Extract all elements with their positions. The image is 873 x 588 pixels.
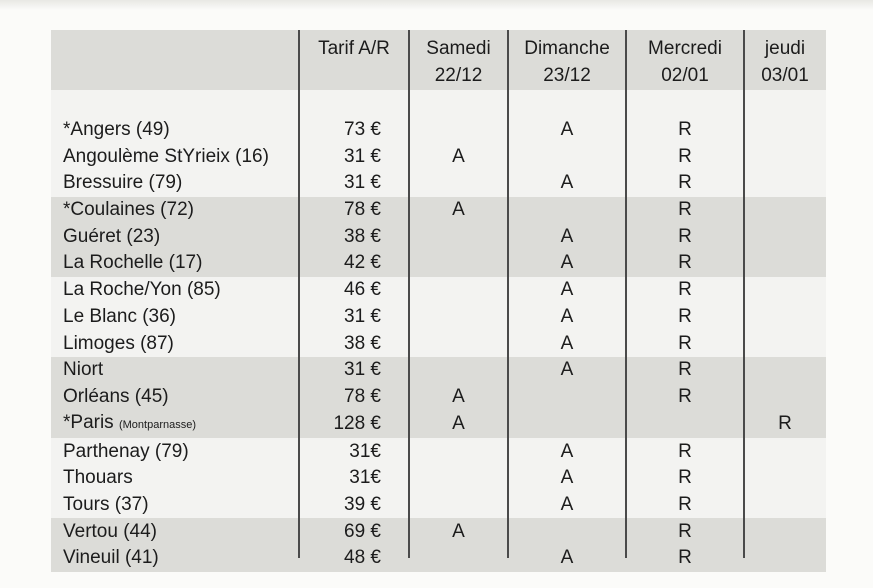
page-top-edge [0, 0, 873, 10]
tarif-table [51, 30, 826, 572]
city-cell [51, 250, 299, 277]
mercredi-cell: R [678, 493, 692, 515]
header-samedi [409, 30, 508, 90]
city-cell [51, 197, 299, 224]
city-cell [51, 545, 299, 572]
city-name: Vertou (44) [63, 520, 157, 542]
samedi-cell: A [452, 385, 465, 407]
city-name: Parthenay (79) [63, 440, 189, 462]
header-jeudi-day: jeudi [764, 38, 806, 59]
mercredi-cell [626, 410, 744, 438]
header-city [51, 30, 299, 90]
tarif-cell: 31 € [344, 145, 381, 167]
city-name: Bressuire (79) [63, 172, 183, 194]
mercredi-cell: R [678, 547, 692, 569]
samedi-cell [409, 277, 508, 304]
samedi-cell [409, 330, 508, 357]
jeudi-cell [744, 143, 826, 170]
city-cell [51, 357, 299, 384]
header-samedi-date: 22/12 [434, 65, 483, 86]
spacer-row [51, 90, 826, 117]
samedi-cell: A [452, 413, 465, 435]
city-name: Limoges (87) [63, 332, 174, 354]
mercredi-cell: R [678, 385, 692, 407]
mercredi-cell: R [678, 332, 692, 354]
dimanche-cell: A [560, 225, 574, 247]
jeudi-cell [744, 170, 826, 197]
table-row [51, 357, 826, 384]
dimanche-cell [508, 518, 626, 545]
city-cell [51, 518, 299, 545]
dimanche-cell: A [560, 279, 574, 301]
tarif-cell: 69 € [344, 520, 381, 542]
samedi-cell: A [452, 199, 465, 221]
jeudi-cell [744, 357, 826, 384]
jeudi-cell [744, 277, 826, 304]
samedi-cell [409, 223, 508, 250]
header-jeudi [744, 30, 826, 90]
table-row [51, 438, 826, 465]
samedi-cell [409, 304, 508, 331]
header-dimanche [508, 30, 626, 90]
mercredi-cell: R [678, 359, 692, 381]
city-name: *Coulaines (72) [63, 199, 194, 221]
mercredi-cell: R [678, 279, 692, 301]
city-name: La Rochelle (17) [63, 252, 203, 274]
header-mercredi-date: 02/01 [661, 65, 709, 86]
city-cell [51, 143, 299, 170]
mercredi-cell: R [678, 305, 692, 327]
samedi-cell [409, 357, 508, 384]
tarif-cell: 78 € [344, 385, 381, 407]
dimanche-cell: A [560, 252, 574, 274]
table-row [51, 518, 826, 545]
table-row [51, 223, 826, 250]
city-cell [51, 117, 299, 144]
city-name: *Angers (49) [63, 119, 170, 141]
header-tarif [299, 30, 409, 90]
mercredi-cell: R [678, 520, 692, 542]
tarif-cell: 73 € [344, 119, 381, 141]
city-name: Tours (37) [63, 493, 149, 515]
dimanche-cell [508, 143, 626, 170]
city-cell [51, 384, 299, 411]
header-dimanche-day: Dimanche [524, 38, 610, 59]
jeudi-cell [744, 384, 826, 411]
table-row [51, 330, 826, 357]
table-row [51, 277, 826, 304]
header-jeudi-date: 03/01 [761, 65, 809, 86]
table-row [51, 410, 826, 438]
jeudi-cell [744, 250, 826, 277]
mercredi-cell: R [678, 119, 692, 141]
header-row [51, 30, 826, 90]
samedi-cell: A [452, 145, 465, 167]
samedi-cell [409, 492, 508, 519]
city-cell [51, 277, 299, 304]
city-name: Thouars [63, 467, 133, 489]
table-row [51, 170, 826, 197]
jeudi-cell [744, 330, 826, 357]
dimanche-cell: A [560, 547, 574, 569]
jeudi-cell [744, 117, 826, 144]
city-note: (Montparnasse) [118, 419, 197, 432]
column-divider [507, 30, 509, 558]
tarif-cell: 39 € [344, 493, 381, 515]
jeudi-cell: R [778, 413, 792, 435]
header-mercredi-day: Mercredi [648, 38, 722, 59]
tarif-cell: 38 € [344, 225, 381, 247]
mercredi-cell: R [678, 467, 692, 489]
samedi-cell [409, 438, 508, 465]
table-row [51, 197, 826, 224]
tarif-cell: 31 € [344, 305, 381, 327]
dimanche-cell: A [560, 119, 574, 141]
jeudi-cell [744, 518, 826, 545]
tarif-cell: 31 € [344, 359, 381, 381]
mercredi-cell: R [678, 145, 692, 167]
table-row [51, 250, 826, 277]
city-cell [51, 304, 299, 331]
header-samedi-day: Samedi [426, 38, 491, 59]
table-row [51, 143, 826, 170]
dimanche-cell: A [560, 359, 574, 381]
city-name: Vineuil (41) [63, 547, 159, 569]
table-row [51, 304, 826, 331]
city-name: Guéret (23) [63, 225, 161, 247]
city-cell [51, 170, 299, 197]
table-row [51, 545, 826, 572]
samedi-cell [409, 465, 508, 492]
header-dimanche-date: 23/12 [543, 65, 591, 86]
city-name: La Roche/Yon (85) [63, 279, 221, 301]
tarif-cell: 31 € [344, 172, 381, 194]
city-name: Orléans (45) [63, 385, 169, 407]
dimanche-cell: A [560, 172, 574, 194]
dimanche-cell: A [560, 332, 574, 354]
city-name: Angoulème StYrieix (16) [63, 145, 269, 167]
samedi-cell [409, 250, 508, 277]
tarif-cell: 48 € [344, 547, 381, 569]
tarif-cell: 31€ [349, 440, 381, 462]
dimanche-cell: A [560, 305, 574, 327]
city-cell [51, 410, 299, 438]
dimanche-cell: A [560, 440, 574, 462]
column-divider [625, 30, 627, 558]
tarif-cell: 31€ [349, 467, 381, 489]
samedi-cell [409, 170, 508, 197]
dimanche-cell [508, 384, 626, 411]
city-name: *Paris [63, 412, 114, 434]
header-tarif-label: Tarif A/R [318, 38, 390, 59]
tarif-cell: 38 € [344, 332, 381, 354]
dimanche-cell: A [560, 493, 574, 515]
city-cell [51, 465, 299, 492]
dimanche-cell [508, 410, 626, 438]
jeudi-cell [744, 223, 826, 250]
table-row [51, 465, 826, 492]
tarif-cell: 42 € [344, 252, 381, 274]
jeudi-cell [744, 438, 826, 465]
column-divider [743, 30, 745, 558]
samedi-cell: A [452, 520, 465, 542]
header-mercredi [626, 30, 744, 90]
jeudi-cell [744, 492, 826, 519]
tarif-cell: 46 € [344, 279, 381, 301]
city-cell [51, 438, 299, 465]
mercredi-cell: R [678, 199, 692, 221]
table-row [51, 117, 826, 144]
jeudi-cell [744, 545, 826, 572]
jeudi-cell [744, 465, 826, 492]
samedi-cell [409, 117, 508, 144]
samedi-cell [409, 545, 508, 572]
mercredi-cell: R [678, 440, 692, 462]
mercredi-cell: R [678, 225, 692, 247]
tarif-cell: 128 € [333, 413, 381, 435]
tarif-cell: 78 € [344, 199, 381, 221]
column-divider [298, 30, 300, 558]
city-name: Le Blanc (36) [63, 305, 177, 327]
mercredi-cell: R [678, 252, 692, 274]
column-divider [408, 30, 410, 558]
jeudi-cell [744, 304, 826, 331]
dimanche-cell: A [560, 467, 574, 489]
table-row [51, 492, 826, 519]
table-row [51, 384, 826, 411]
jeudi-cell [744, 197, 826, 224]
mercredi-cell: R [678, 172, 692, 194]
city-cell [51, 492, 299, 519]
city-cell [51, 223, 299, 250]
city-name: Niort [63, 359, 104, 381]
dimanche-cell [508, 197, 626, 224]
city-cell [51, 330, 299, 357]
